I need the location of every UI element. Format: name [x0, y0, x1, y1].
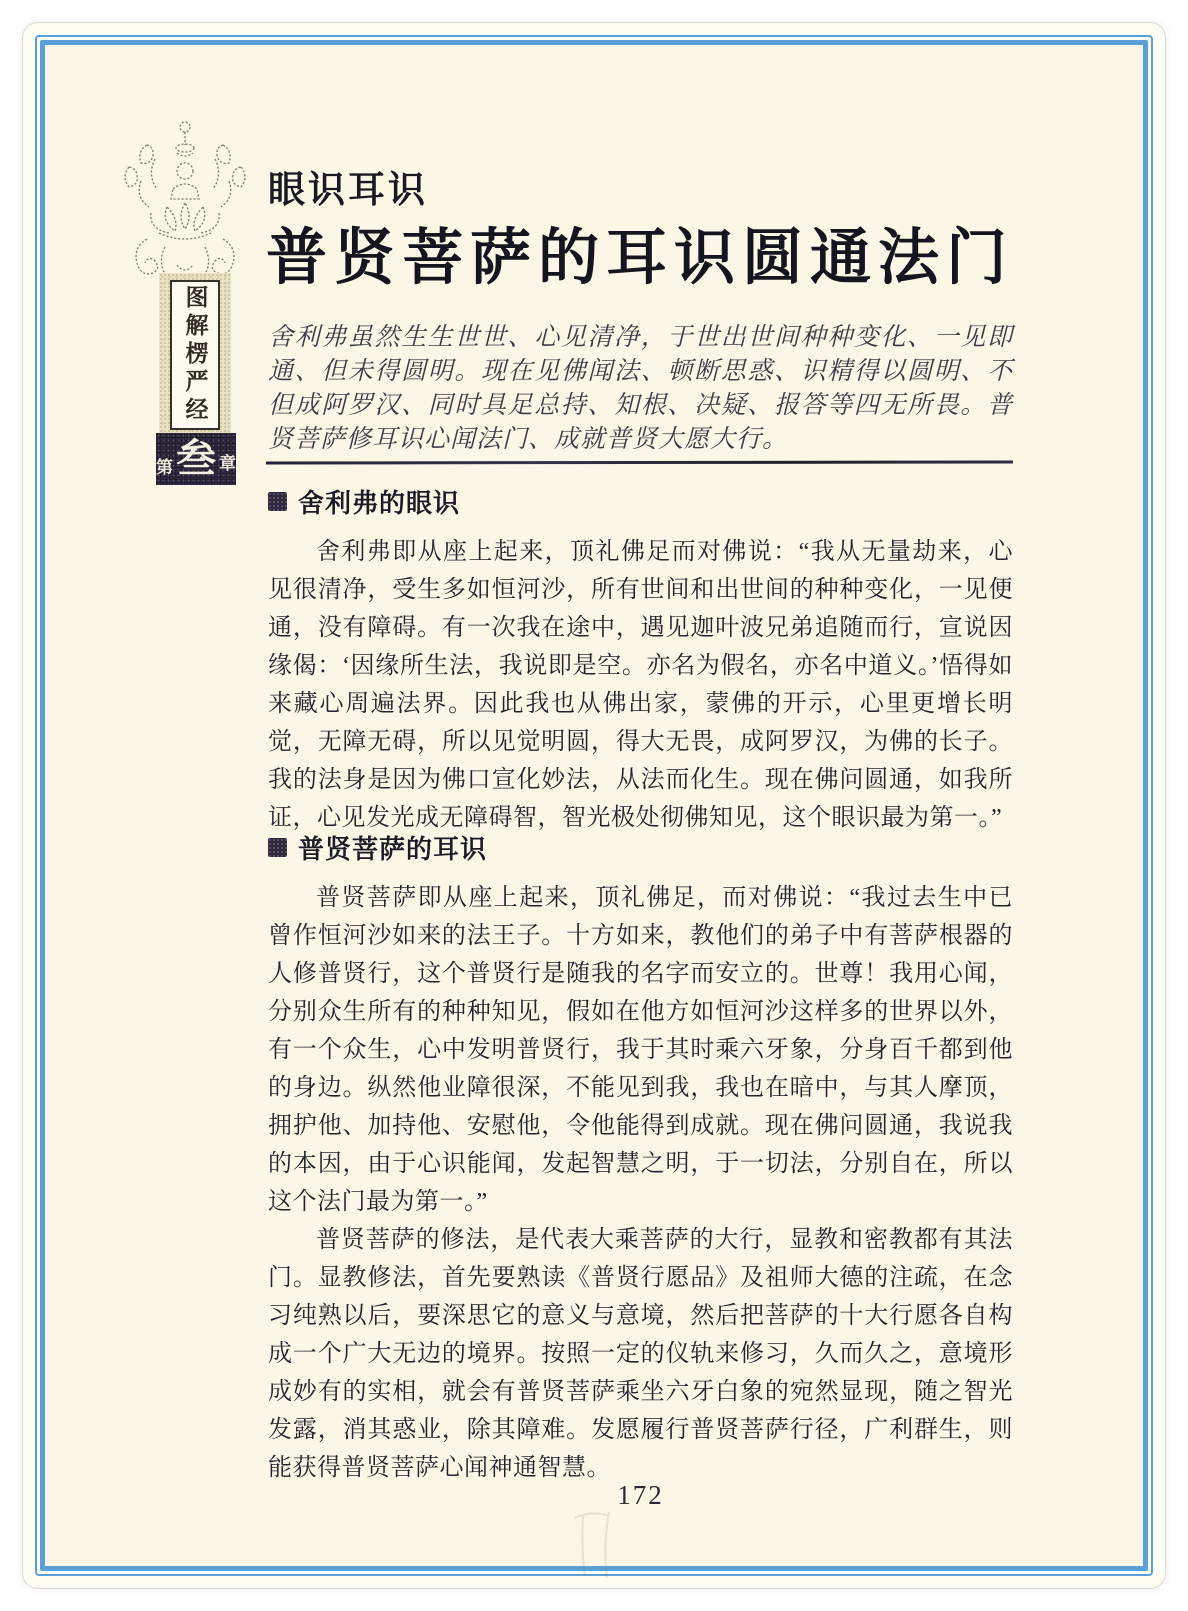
blue-frame-inner — [40, 40, 1148, 1571]
book-title-box — [170, 280, 220, 430]
body-paragraph: 舍利弗即从座上起来，顶礼佛足而对佛说：“我从无量劫来，心见很清净，受生多如恒河沙，所有世间和出世间的种种变化，一见便通，没有障碍。有一次我在途中，遇见迦叶波兄弟追随而行，宣说因缘偈：‘因缘所生法，我说即是空。亦名为假名，亦名中道义。’悟得如来藏心周遍法界。因此我也从佛出家，蒙佛的开示，心里更增长明觉，无障无碍，所以见觉明圆，得大无畏，成阿罗汉，为佛的长子。我的法身是因为佛口宣化妙法，从法而化生。现在佛问圆通，如我所证，心见发光成无障碍智，智光极处彻佛知见，这个眼识最为第一。” — [268, 539, 1013, 831]
section-bullet-icon — [268, 492, 287, 511]
section-heading-label: 普贤菩萨的耳识 — [298, 834, 488, 864]
chapter-numeral: 叁 — [176, 436, 216, 481]
page-number: 172 — [617, 1480, 664, 1510]
chapter-suffix: 章 — [219, 453, 236, 473]
body-paragraph: 普贤菩萨的修法，是代表大乘菩萨的大行，显教和密教都有其法门。显教修法，首先要熟读《普贤行愿品》及祖师大德的注疏，在念习纯熟以后，要深思它的意义与意境，然后把菩萨的十大行愿各自构成一个广大无边的境界。按照一定的仪轨来修习，久而久之，意境形成妙有的实相，就会有普贤菩萨乘坐六牙白象的宛然显现，随之智光发露，消其惑业，除其障难。发愿履行普贤菩萨行径，广利群生，则能获得普贤菩萨心闻神通智慧。 — [268, 1227, 1013, 1481]
chapter-prefix: 第 — [156, 457, 173, 477]
book-title-vertical: 图解楞严经 — [182, 285, 208, 425]
page-title: 普贤菩萨的耳识圆通法门 — [266, 225, 1015, 292]
sidebar-banner — [159, 273, 231, 437]
intro-abstract: 舍利弗虽然生生世世、心见清净，于世出世间种种变化、一见即通、但未得圆明。现在见佛闻法、顿断思惑、识精得以圆明、不但成阿罗汉、同时具足总持、知根、决疑、报答等四无所畏。普贤菩萨修耳识心闻法门、成就普贤大愿大行。 — [268, 324, 1013, 453]
section-kicker: 眼识耳识 — [268, 169, 428, 210]
ink-smudge-mark — [565, 1510, 635, 1600]
section-heading-row — [268, 483, 1013, 520]
page-card — [22, 22, 1166, 1589]
section-puxian-ear — [268, 829, 1013, 1487]
section-heading-label: 舍利弗的眼识 — [298, 488, 461, 518]
header-divider — [266, 460, 1013, 464]
section-heading-row — [268, 829, 1013, 866]
chapter-badge — [156, 433, 236, 485]
section-bullet-icon — [268, 838, 287, 857]
section-shelifu-eye — [268, 483, 1013, 837]
body-paragraph: 普贤菩萨即从座上起来，顶礼佛足，而对佛说：“我过去生中已曾作恒河沙如来的法王子。十方如来，教他们的弟子中有菩萨根器的人修普贤行，这个普贤行是随我的名字而安立的。世尊！我用心闻，分别众生所有的种种知见，假如在他方如恒河沙这样多的世界以外，有一个众生，心中发明普贤行，我于其时乘六牙象，分身百千都到他的身边。纵然他业障很深，不能见到我，我也在暗中，与其人摩顶，拥护他、加持他、安慰他，令他能得到成就。现在佛问圆通，我说我的本因，由于心识能闻，发起智慧之明，于一切法，分别自在，所以这个法门最为第一。” — [268, 885, 1013, 1215]
